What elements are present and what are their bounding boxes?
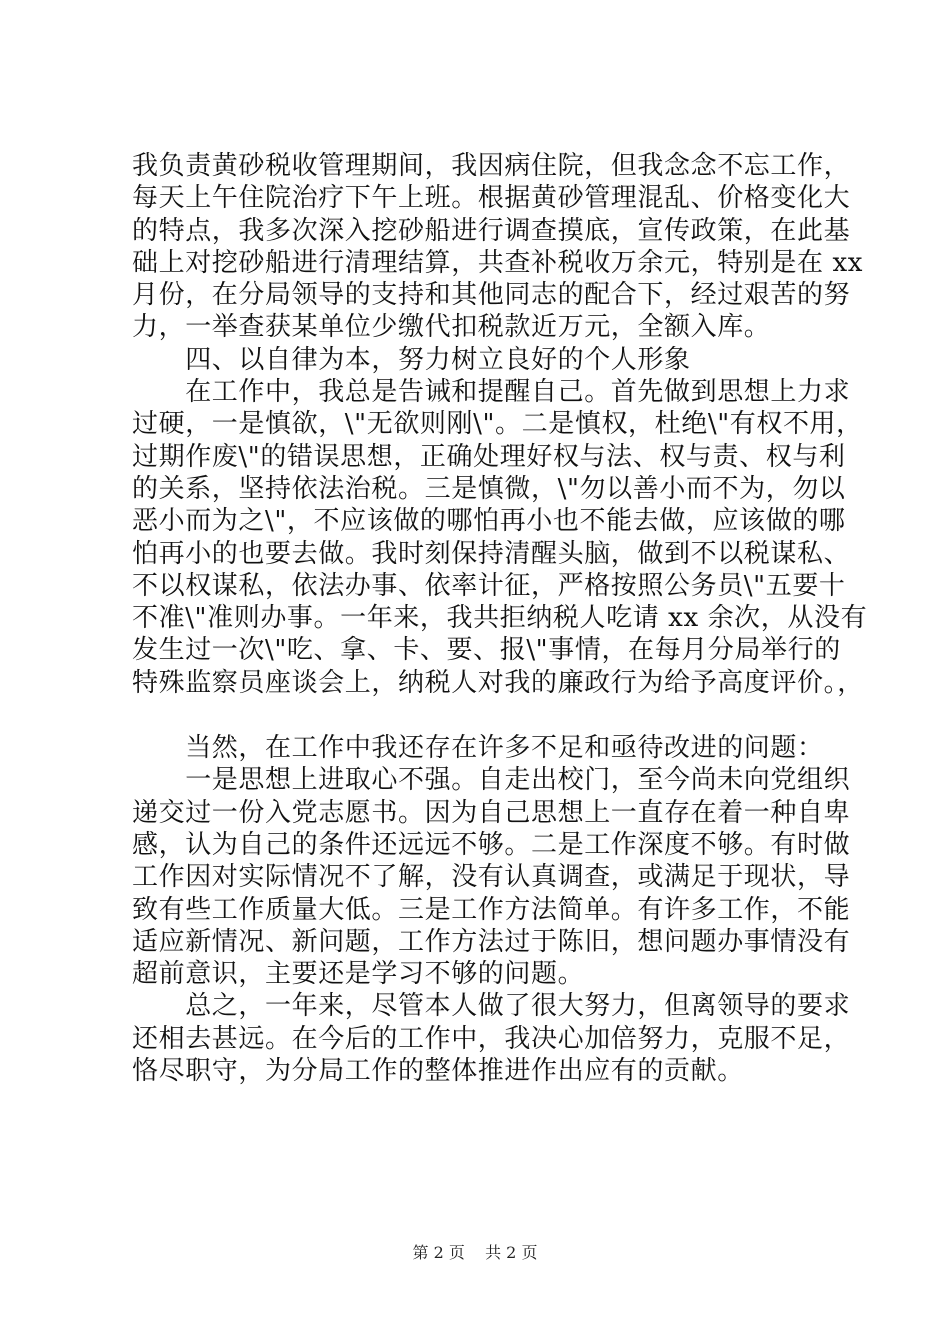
paragraph-3 xyxy=(132,732,851,1087)
text-line: 过期作废\"的错误思想，正确处理好权与法、权与责、权与利 xyxy=(132,441,846,472)
paragraph-spacer xyxy=(132,699,832,732)
text-line: 总之，一年来，尽管本人做了很大努力，但离领导的要求 xyxy=(132,991,851,1022)
text-line: 过硬，一是慎欲，\"无欲则刚\"。二是慎权，杜绝\"有权不用， xyxy=(132,409,863,440)
text-line: 力，一举查获某单位少缴代扣税款近万元，全额入库。 xyxy=(132,312,771,343)
paragraph-2 xyxy=(132,376,868,699)
text-line: 我负责黄砂税收管理期间，我因病住院，但我念念不忘工作， xyxy=(132,151,851,181)
text-line: 恶小而为之\"，不应该做的哪怕再小也不能去做，应该做的哪 xyxy=(132,506,846,537)
text-line: 月份，在分局领导的支持和其他同志的配合下，经过艰苦的努 xyxy=(132,280,851,311)
text-line: 致有些工作质量大低。三是工作方法简单。有许多工作，不能 xyxy=(132,894,851,925)
text-line: 的特点，我多次深入挖砂船进行调查摸底，宣传政策，在此基 xyxy=(132,215,851,246)
text-line: 怕再小的也要去做。我时刻保持清醒头脑，做到不以税谋私、 xyxy=(132,538,851,569)
text-line: 工作因对实际情况不了解，没有认真调查，或满足于现状，导 xyxy=(132,862,851,893)
text-line: 不以权谋私，依法办事、依率计征，严格按照公务员\"五要十 xyxy=(132,570,846,601)
page-number: 第 2 页 xyxy=(412,1243,465,1262)
section-heading: 四、以自律为本，努力树立良好的个人形象 xyxy=(132,344,691,375)
text-line: 的关系，坚持依法治税。三是慎微，\"勿以善小而不为，勿以 xyxy=(132,473,846,504)
text-line: 恪尽职守，为分局工作的整体推进作出应有的贡献。 xyxy=(132,1056,744,1087)
text-line: 超前意识，主要还是学习不够的问题。 xyxy=(132,959,585,990)
text-line: 在工作中，我总是告诫和提醒自己。首先做到思想上力求 xyxy=(132,377,851,408)
page-total: 共 2 页 xyxy=(485,1243,538,1262)
text-line: 不准\"准则办事。一年来，我共拒纳税人吃请 xx 余次，从没有 xyxy=(132,603,868,634)
text-line: 当然，在工作中我还存在许多不足和亟待改进的问题： xyxy=(132,733,824,764)
text-line: 发生过一次\"吃、拿、卡、要、报\"事情，在每月分局举行的 xyxy=(132,635,841,666)
text-line: 还相去甚远。在今后的工作中，我决心加倍努力，克服不足， xyxy=(132,1023,851,1054)
text-line: 础上对挖砂船进行清理结算，共查补税收万余元，特别是在 xx xyxy=(132,247,863,278)
paragraph-1 xyxy=(132,150,863,344)
text-line: 一是思想上进取心不强。自走出校门，至今尚未向党组织 xyxy=(132,765,851,796)
page-footer xyxy=(0,1242,950,1264)
text-line: 感，认为自己的条件还远远不够。二是工作深度不够。有时做 xyxy=(132,829,851,860)
text-line: 适应新情况、新问题，工作方法过于陈旧，想问题办事情没有 xyxy=(132,926,851,957)
text-line: 递交过一份入党志愿书。因为自己思想上一直存在着一种自卑 xyxy=(132,797,851,828)
document-body xyxy=(132,150,868,1087)
text-line: 特殊监察员座谈会上，纳税人对我的廉政行为给予高度评价。， xyxy=(132,667,864,698)
text-line: 每天上午住院治疗下午上班。根据黄砂管理混乱、价格变化大 xyxy=(132,183,851,214)
